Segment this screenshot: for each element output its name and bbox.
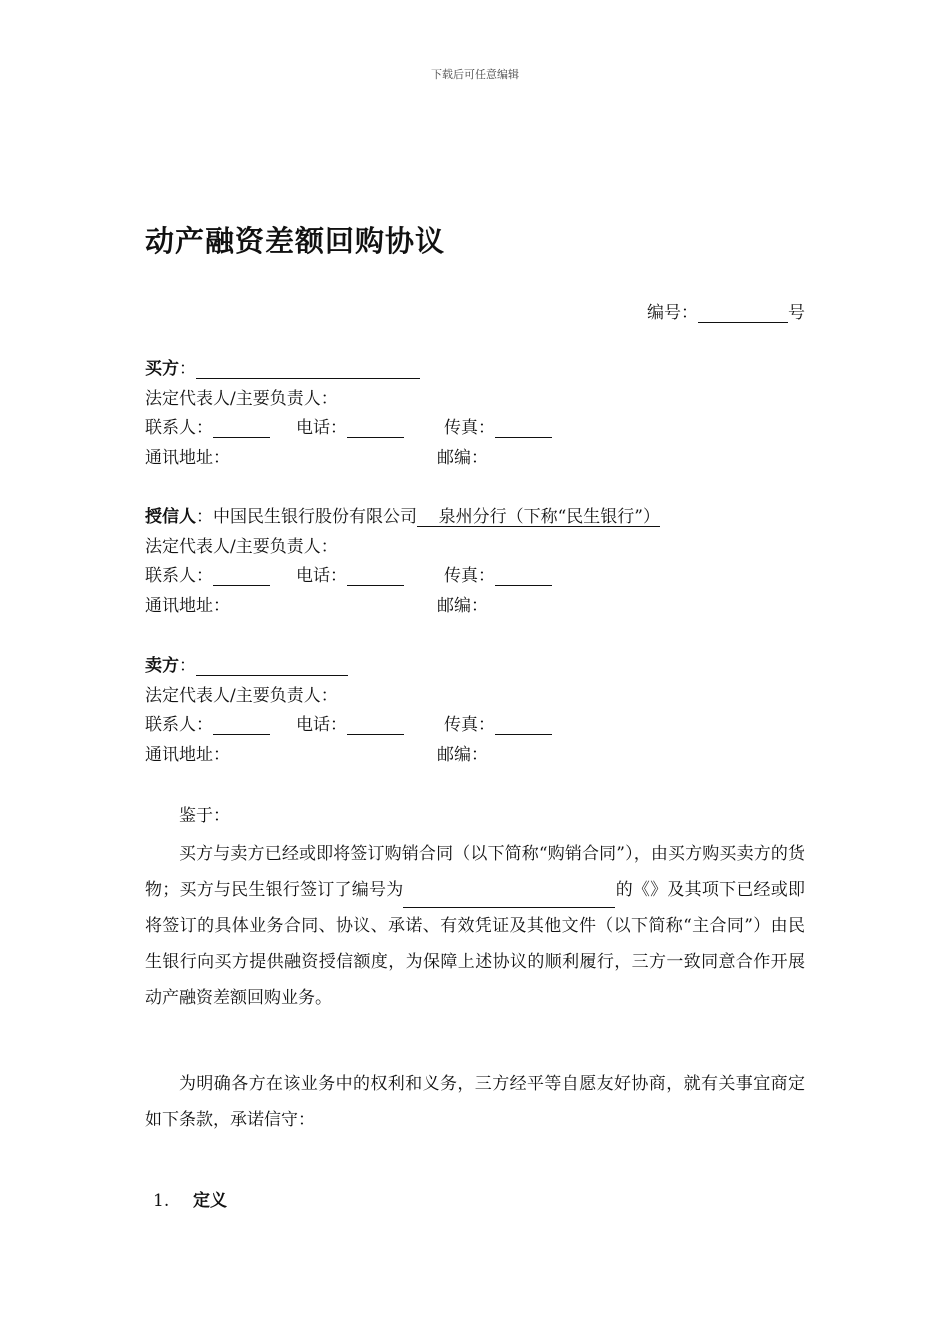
creditor-phone-blank bbox=[347, 567, 404, 586]
buyer-contact-label: 联系人： bbox=[145, 418, 213, 438]
section-1-number: 1. bbox=[153, 1191, 170, 1211]
creditor-postcode-label: 邮编： bbox=[437, 595, 488, 616]
seller-label: 卖方 bbox=[145, 656, 179, 676]
buyer-address-row bbox=[145, 444, 552, 474]
recital-part-2: 的《》及其项下已经或即将签订的具体业务合同、协议、承诺、有效凭证及其他文件（以下简称“主合同”）由民生银行向买方提供融资授信额度，为保障上述协议的顺利履行，三方一致同意合作开展动产融资差额回购业务。 bbox=[145, 880, 806, 1008]
contract-number-blank bbox=[403, 887, 615, 908]
creditor-label: 授信人 bbox=[145, 507, 196, 527]
seller-name-blank bbox=[196, 657, 348, 676]
creditor-name-row bbox=[145, 503, 660, 533]
seller-phone-blank bbox=[347, 716, 404, 735]
buyer-phone-blank bbox=[347, 419, 404, 438]
creditor-bank-name: 中国民生银行股份有限公司 bbox=[213, 507, 417, 527]
recital-part-1: 买方与卖方已经或即将签订购销合同（以下简称“购销合同”），由买方购买卖方的货物；买方与民生银行签订了编号为 bbox=[145, 844, 805, 900]
recital-paragraph bbox=[145, 836, 805, 1016]
buyer-fax-blank bbox=[495, 419, 552, 438]
seller-address-label: 通讯地址： bbox=[145, 744, 230, 765]
number-suffix: 号 bbox=[788, 303, 805, 323]
creditor-address-label: 通讯地址： bbox=[145, 595, 230, 616]
seller-phone-label: 电话： bbox=[296, 715, 347, 735]
buyer-phone-label: 电话： bbox=[296, 418, 347, 438]
buyer-contact-blank bbox=[213, 419, 270, 438]
document-number-line bbox=[647, 298, 805, 323]
seller-postcode-label: 邮编： bbox=[437, 744, 488, 765]
document-title: 动产融资差额回购协议 bbox=[145, 224, 446, 258]
section-1-title: 定义 bbox=[193, 1191, 227, 1211]
creditor-colon: ： bbox=[196, 507, 213, 527]
seller-block bbox=[145, 652, 552, 770]
buyer-name-row bbox=[145, 355, 552, 385]
creditor-contact-row bbox=[145, 562, 660, 592]
buyer-colon: ： bbox=[179, 359, 196, 379]
creditor-fax-label: 传真： bbox=[444, 566, 495, 586]
seller-address-row bbox=[145, 741, 552, 771]
seller-fax-blank bbox=[495, 716, 552, 735]
creditor-legal-rep-row: 法定代表人/主要负责人： bbox=[145, 536, 338, 557]
creditor-branch: 泉州分行（下称“民生银行”） bbox=[417, 507, 660, 527]
whereas-heading: 鉴于： bbox=[179, 806, 230, 826]
buyer-block bbox=[145, 355, 552, 473]
seller-name-row bbox=[145, 652, 552, 682]
seller-colon: ： bbox=[179, 656, 196, 676]
creditor-block bbox=[145, 503, 660, 621]
creditor-address-row bbox=[145, 592, 660, 622]
creditor-contact-blank bbox=[213, 567, 270, 586]
section-1-heading bbox=[153, 1186, 227, 1211]
buyer-label: 买方 bbox=[145, 359, 179, 379]
seller-legal-rep-row: 法定代表人/主要负责人： bbox=[145, 685, 338, 706]
creditor-fax-blank bbox=[495, 567, 552, 586]
creditor-contact-label: 联系人： bbox=[145, 566, 213, 586]
seller-contact-blank bbox=[213, 716, 270, 735]
number-label: 编号： bbox=[647, 303, 698, 323]
purpose-paragraph: 为明确各方在该业务中的权利和义务，三方经平等自愿友好协商，就有关事宜商定如下条款，承诺信守： bbox=[145, 1074, 805, 1130]
buyer-address-label: 通讯地址： bbox=[145, 447, 230, 468]
seller-contact-row bbox=[145, 711, 552, 741]
creditor-phone-label: 电话： bbox=[296, 566, 347, 586]
buyer-postcode-label: 邮编： bbox=[437, 447, 488, 468]
page-header-note: 下载后可任意编辑 bbox=[431, 68, 519, 81]
buyer-fax-label: 传真： bbox=[444, 418, 495, 438]
number-blank bbox=[698, 304, 788, 323]
seller-fax-label: 传真： bbox=[444, 715, 495, 735]
buyer-legal-rep-row: 法定代表人/主要负责人： bbox=[145, 388, 338, 409]
buyer-name-blank bbox=[196, 360, 420, 379]
seller-contact-label: 联系人： bbox=[145, 715, 213, 735]
buyer-contact-row bbox=[145, 414, 552, 444]
